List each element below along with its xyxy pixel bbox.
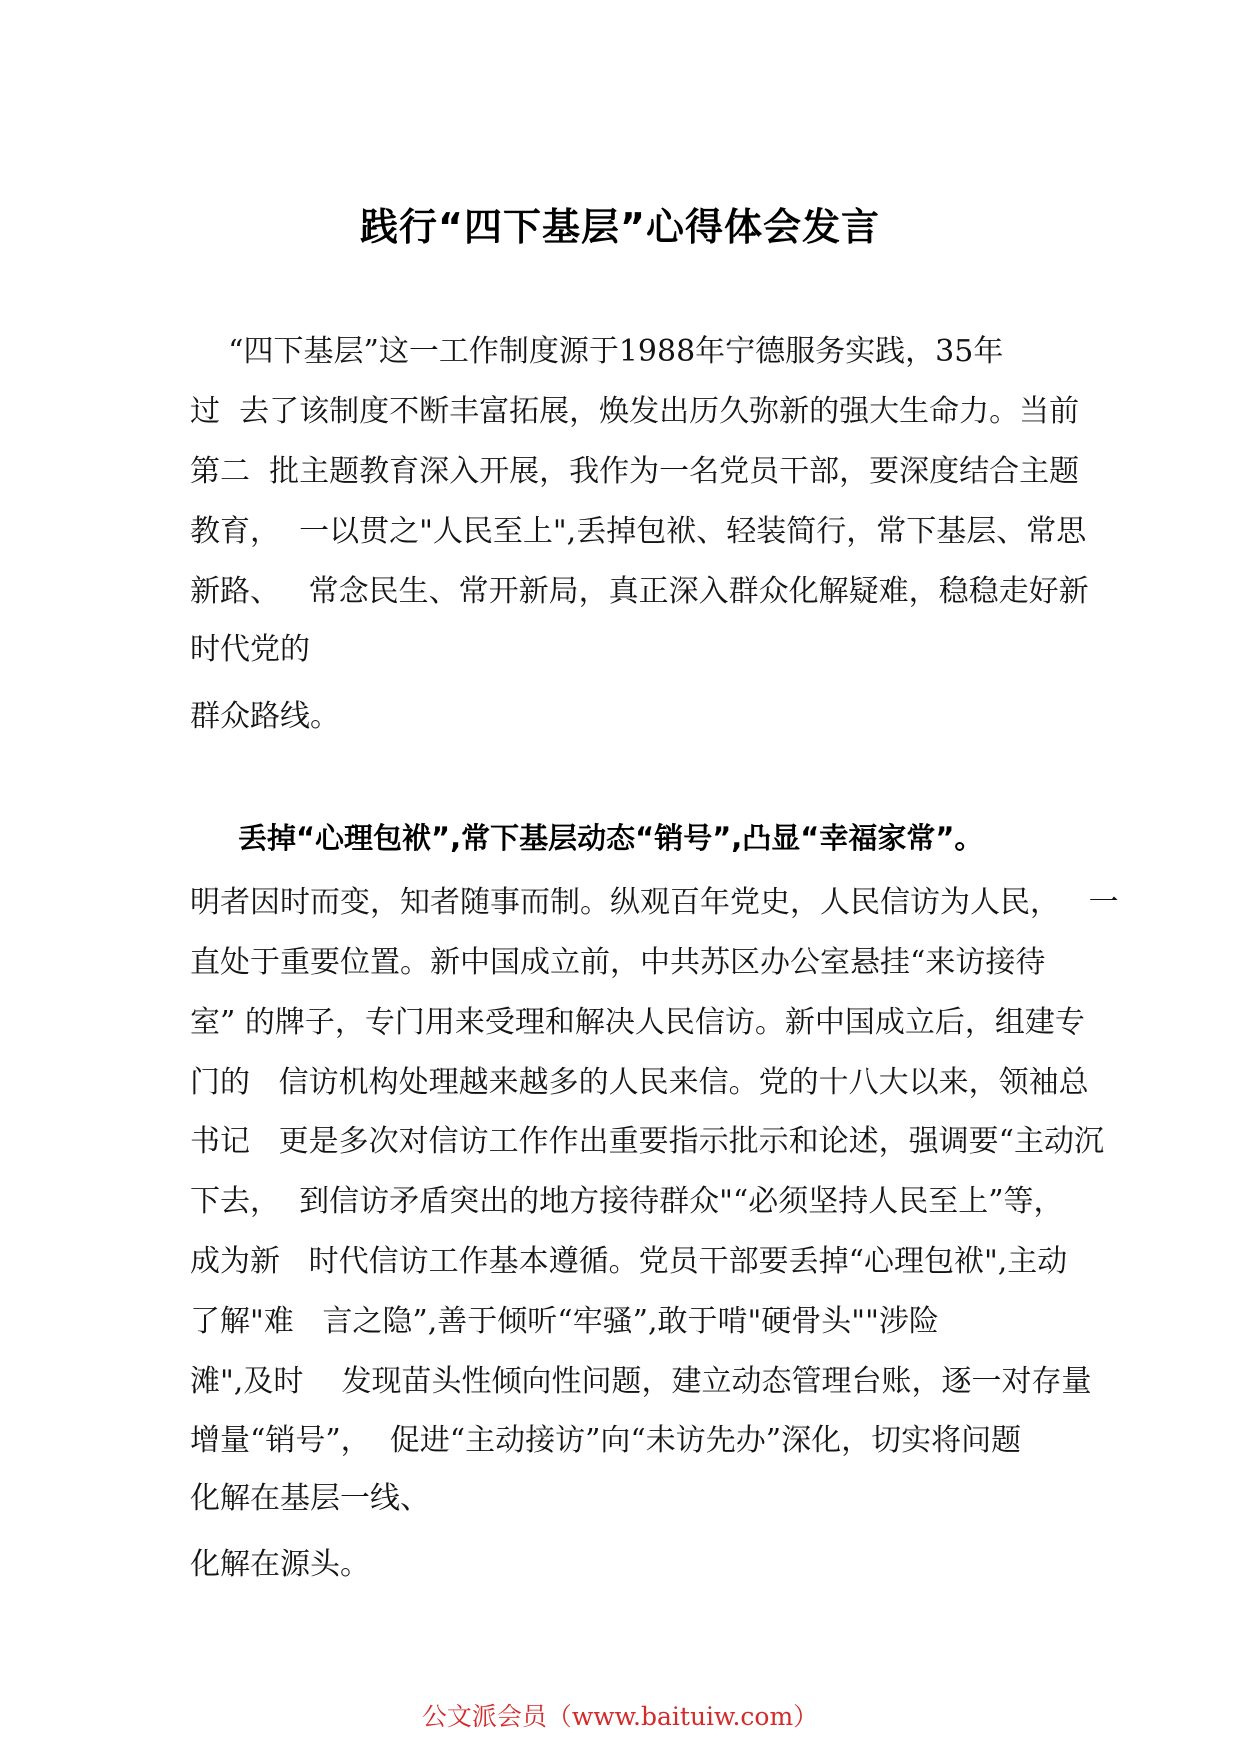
intro-line: 时代党的 [190, 632, 310, 667]
section-line: 明者因时而变，知者随事而制。纵观百年党史，人民信访为人民， 一 [190, 885, 1119, 920]
section-line: 直处于重要位置。新中国成立前，中共苏区办公室悬挂“来访接待 [190, 945, 1046, 980]
intro-line: 过 去了该制度不断丰富拓展，焕发出历久弥新的强大生命力。当前 [190, 394, 1080, 429]
section-line: 增量“销号”， 促进“主动接访”向“未访先办”深化，切实将问题 [190, 1423, 1022, 1458]
intro-line: “四下基层”这一工作制度源于1988年宁德服务实践，35年 [190, 334, 1004, 369]
page-title: 践行“四下基层”心得体会发言 [360, 205, 880, 249]
section-heading: 丢掉“心理包袱”,常下基层动态“销号”,凸显“幸福家常”。 [238, 821, 984, 855]
section-line: 成为新 时代信访工作基本遵循。党员干部要丢掉“心理包袱",主动 [190, 1244, 1068, 1279]
section-line: 滩",及时 发现苗头性倾向性问题，建立动态管理台账，逐一对存量 [190, 1364, 1092, 1399]
intro-line: 教育， 一以贯之"人民至上",丢掉包袱、轻装简行，常下基层、常思 [190, 514, 1087, 549]
intro-line: 群众路线。 [190, 699, 340, 734]
footer-watermark: 公文派会员（www.baituiw.com） [421, 1702, 819, 1731]
section-line: 了解"难 言之隐”,善于倾听“牢骚”,敢于啃"硬骨头""涉险 [190, 1304, 939, 1339]
section-line: 下去， 到信访矛盾突出的地方接待群众"“必须坚持人民至上”等， [190, 1184, 1064, 1219]
section-line: 化解在基层一线、 [190, 1481, 430, 1516]
intro-line: 第二 批主题教育深入开展，我作为一名党员干部，要深度结合主题 [190, 454, 1080, 489]
section-line: 门的 信访机构处理越来越多的人民来信。党的十八大以来，领袖总 [190, 1065, 1089, 1100]
section-line: 室” 的牌子，专门用来受理和解决人民信访。新中国成立后，组建专 [190, 1005, 1085, 1040]
section-line: 化解在源头。 [190, 1547, 370, 1582]
intro-line: 新路、 常念民生、常开新局，真正深入群众化解疑难，稳稳走好新 [190, 574, 1089, 609]
section-line: 书记 更是多次对信访工作作出重要指示批示和论述，强调要“主动沉 [190, 1124, 1104, 1159]
